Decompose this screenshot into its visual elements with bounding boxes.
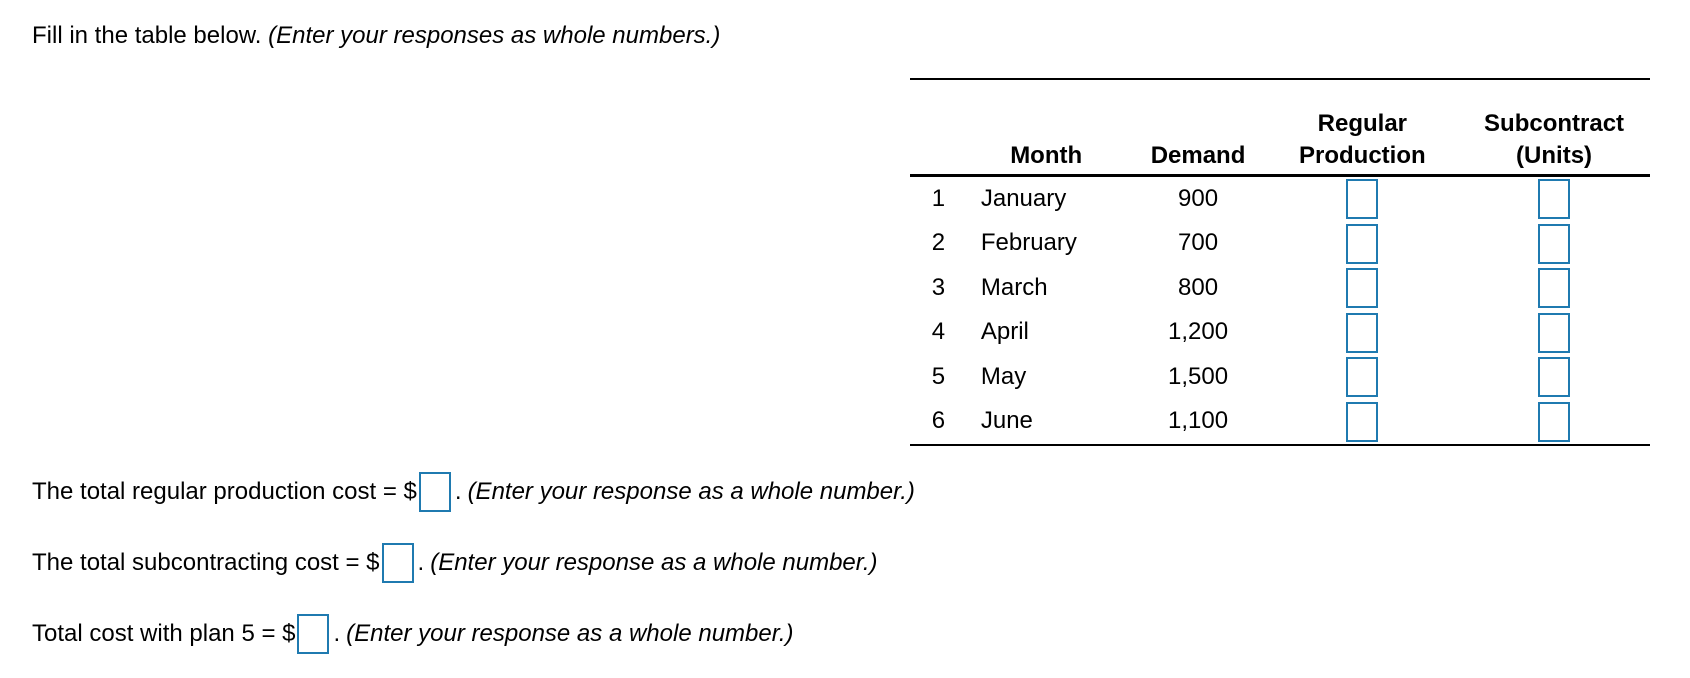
aggregate-plan-table-container xyxy=(910,78,1650,446)
row-number: 2 xyxy=(931,229,946,257)
regular-production-cell xyxy=(1267,310,1459,355)
subcontract-cost-hint: (Enter your response as a whole number.) xyxy=(430,549,878,576)
total-cost-hint: (Enter your response as a whole number.) xyxy=(346,620,794,647)
subcontract-cell xyxy=(1458,310,1650,355)
table-row xyxy=(910,175,1650,221)
total-cost-line xyxy=(32,614,793,654)
aggregate-plan-table xyxy=(910,78,1650,446)
row-demand: 1,100 xyxy=(1168,407,1229,435)
regular-production-cell xyxy=(1267,175,1459,221)
subcontract-cost-suffix: . xyxy=(417,549,425,576)
table-header-row xyxy=(910,79,1650,175)
row-month: January xyxy=(980,184,1067,212)
regular-production-cell xyxy=(1267,399,1459,445)
subcontract-cell xyxy=(1458,399,1650,445)
regular-cost-label: The total regular production cost = $ xyxy=(32,478,417,505)
subcontract-units-input[interactable] xyxy=(1538,268,1570,308)
header-subcontract xyxy=(1458,79,1650,175)
regular-production-input[interactable] xyxy=(1346,179,1378,219)
row-number: 5 xyxy=(931,362,946,390)
table-row xyxy=(910,355,1650,400)
row-month: June xyxy=(980,407,1033,435)
subcontract-units-input[interactable] xyxy=(1538,313,1570,353)
subcontract-units-input[interactable] xyxy=(1538,402,1570,442)
subcontracting-cost-line xyxy=(32,543,878,583)
row-month: March xyxy=(980,273,1048,301)
regular-production-input[interactable] xyxy=(1346,357,1378,397)
header-subcontract-line2: (Units) xyxy=(1516,141,1593,169)
regular-cost-hint: (Enter your response as a whole number.) xyxy=(467,478,915,505)
subcontract-cell xyxy=(1458,175,1650,221)
regular-production-input[interactable] xyxy=(1346,224,1378,264)
header-regular-production xyxy=(1267,79,1459,175)
row-demand: 700 xyxy=(1178,229,1219,257)
header-demand: Demand xyxy=(1129,79,1266,175)
header-regular-line2: Production xyxy=(1299,141,1426,169)
subcontract-cost-input[interactable] xyxy=(382,543,414,583)
row-month: February xyxy=(980,229,1077,257)
subcontract-cell xyxy=(1458,355,1650,400)
total-cost-label: Total cost with plan 5 = $ xyxy=(32,620,296,647)
table-row xyxy=(910,221,1650,266)
row-demand: 800 xyxy=(1178,273,1219,301)
total-cost-input[interactable] xyxy=(297,614,329,654)
subcontract-cell xyxy=(1458,221,1650,266)
regular-production-cell xyxy=(1267,266,1459,311)
table-row xyxy=(910,310,1650,355)
table-row xyxy=(910,266,1650,311)
subcontract-cell xyxy=(1458,266,1650,311)
regular-production-input[interactable] xyxy=(1346,402,1378,442)
regular-production-input[interactable] xyxy=(1346,268,1378,308)
row-month: May xyxy=(980,362,1027,390)
row-demand: 900 xyxy=(1178,184,1219,212)
header-row-number xyxy=(910,79,967,175)
regular-production-cost-line xyxy=(32,472,915,512)
instruction-hint: (Enter your responses as whole numbers.) xyxy=(268,22,721,49)
subcontract-units-input[interactable] xyxy=(1538,224,1570,264)
regular-cost-suffix: . xyxy=(454,478,462,505)
subcontract-units-input[interactable] xyxy=(1538,179,1570,219)
subcontract-cost-label: The total subcontracting cost = $ xyxy=(32,549,380,576)
row-demand: 1,500 xyxy=(1168,362,1229,390)
regular-production-input[interactable] xyxy=(1346,313,1378,353)
regular-production-cell xyxy=(1267,355,1459,400)
regular-production-cell xyxy=(1267,221,1459,266)
row-number: 4 xyxy=(931,318,946,346)
row-number: 3 xyxy=(931,273,946,301)
regular-cost-input[interactable] xyxy=(419,472,451,512)
total-cost-suffix: . xyxy=(333,620,341,647)
subcontract-units-input[interactable] xyxy=(1538,357,1570,397)
table-row xyxy=(910,399,1650,445)
row-number: 1 xyxy=(931,184,946,212)
header-regular-line1: Regular xyxy=(1317,109,1408,137)
row-number: 6 xyxy=(931,407,946,435)
header-subcontract-line1: Subcontract xyxy=(1484,109,1625,137)
row-month: April xyxy=(980,318,1029,346)
instruction-text: Fill in the table below. xyxy=(32,22,262,49)
row-demand: 1,200 xyxy=(1168,318,1229,346)
instruction xyxy=(32,20,720,52)
header-month: Month xyxy=(967,79,1130,175)
